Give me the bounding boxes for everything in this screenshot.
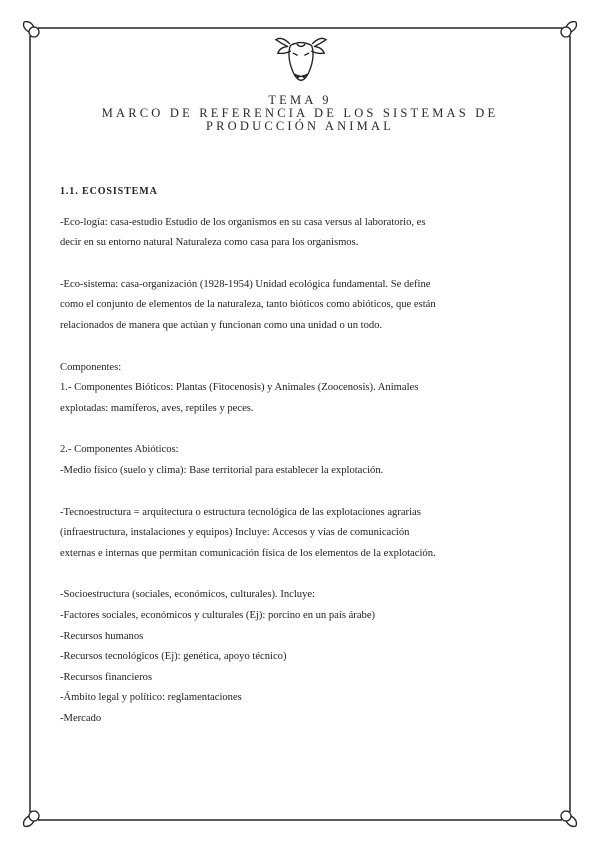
text-line: explotadas: mamíferos, aves, reptiles y peces. <box>60 402 254 414</box>
text-line: Componentes: <box>60 361 122 373</box>
text-line: como el conjunto de elementos de la naturaleza, tanto bióticos como abióticos, que están <box>60 299 436 311</box>
text-line: externas e internas que permitan comunicación física de los elementos de la explotación. <box>60 547 436 559</box>
text-line: -Medio físico (suelo y clima): Base territorial para establecer la explotación. <box>60 464 384 476</box>
paragraph-ecosistema <box>60 275 540 337</box>
text-line: 1.- Componentes Bióticos: Plantas (Fitocenosis) y Animales (Zoocenosis). Animales <box>60 382 419 394</box>
text-line: -Eco-sistema: casa-organización (1928-1954) Unidad ecológica fundamental. Se define <box>60 278 431 290</box>
text-line: -Socioestructura (sociales, económicos, culturales). Incluye: <box>60 589 316 601</box>
chapter-title <box>60 94 540 133</box>
cow-head-icon <box>272 30 330 88</box>
paragraph-tecnoestructura <box>60 503 540 565</box>
title-line-2: MARCO DE REFERENCIA DE LOS SISTEMAS DE <box>101 106 499 120</box>
corner-ornament-top-right <box>561 22 576 37</box>
list-item: -Ámbito legal y político: reglamentaciones <box>60 692 242 704</box>
list-item: -Recursos financieros <box>60 671 153 683</box>
paragraph-componentes <box>60 358 540 420</box>
section-heading: 1.1. ECOSISTEMA <box>60 186 158 197</box>
text-line: (infraestructura, instalaciones y equipos) Incluye: Accesos y vías de comunicación <box>60 527 410 539</box>
list-item: -Recursos tecnológicos (Ej): genética, apoyo técnico) <box>60 651 287 663</box>
document-body <box>60 182 540 729</box>
paragraph-socioestructura <box>60 585 540 729</box>
paragraph-ecologia <box>60 213 540 254</box>
text-line: -Eco-logía: casa-estudio Estudio de los organismos en su casa versus al laboratorio, es <box>60 216 426 228</box>
title-line-1: TEMA 9 <box>268 93 332 107</box>
list-item: -Mercado <box>60 712 102 724</box>
corner-ornament-bottom-left <box>24 811 39 826</box>
text-line: 2.- Componentes Abióticos: <box>60 444 179 456</box>
text-line: relacionados de manera que actúan y funcionan como una unidad o un todo. <box>60 319 383 331</box>
list-item: -Recursos humanos <box>60 630 144 642</box>
list-item: -Factores sociales, económicos y culturales (Ej): porcino en un país árabe) <box>60 609 376 621</box>
corner-ornament-top-left <box>24 22 39 37</box>
corner-ornament-bottom-right <box>561 811 576 826</box>
text-line: -Tecnoestructura = arquitectura o estructura tecnológica de las explotaciones agrarias <box>60 506 421 518</box>
title-line-3: PRODUCCIÓN ANIMAL <box>205 119 395 133</box>
paragraph-abioticos <box>60 440 540 481</box>
text-line: decir en su entorno natural Naturaleza como casa para los organismos. <box>60 237 359 249</box>
